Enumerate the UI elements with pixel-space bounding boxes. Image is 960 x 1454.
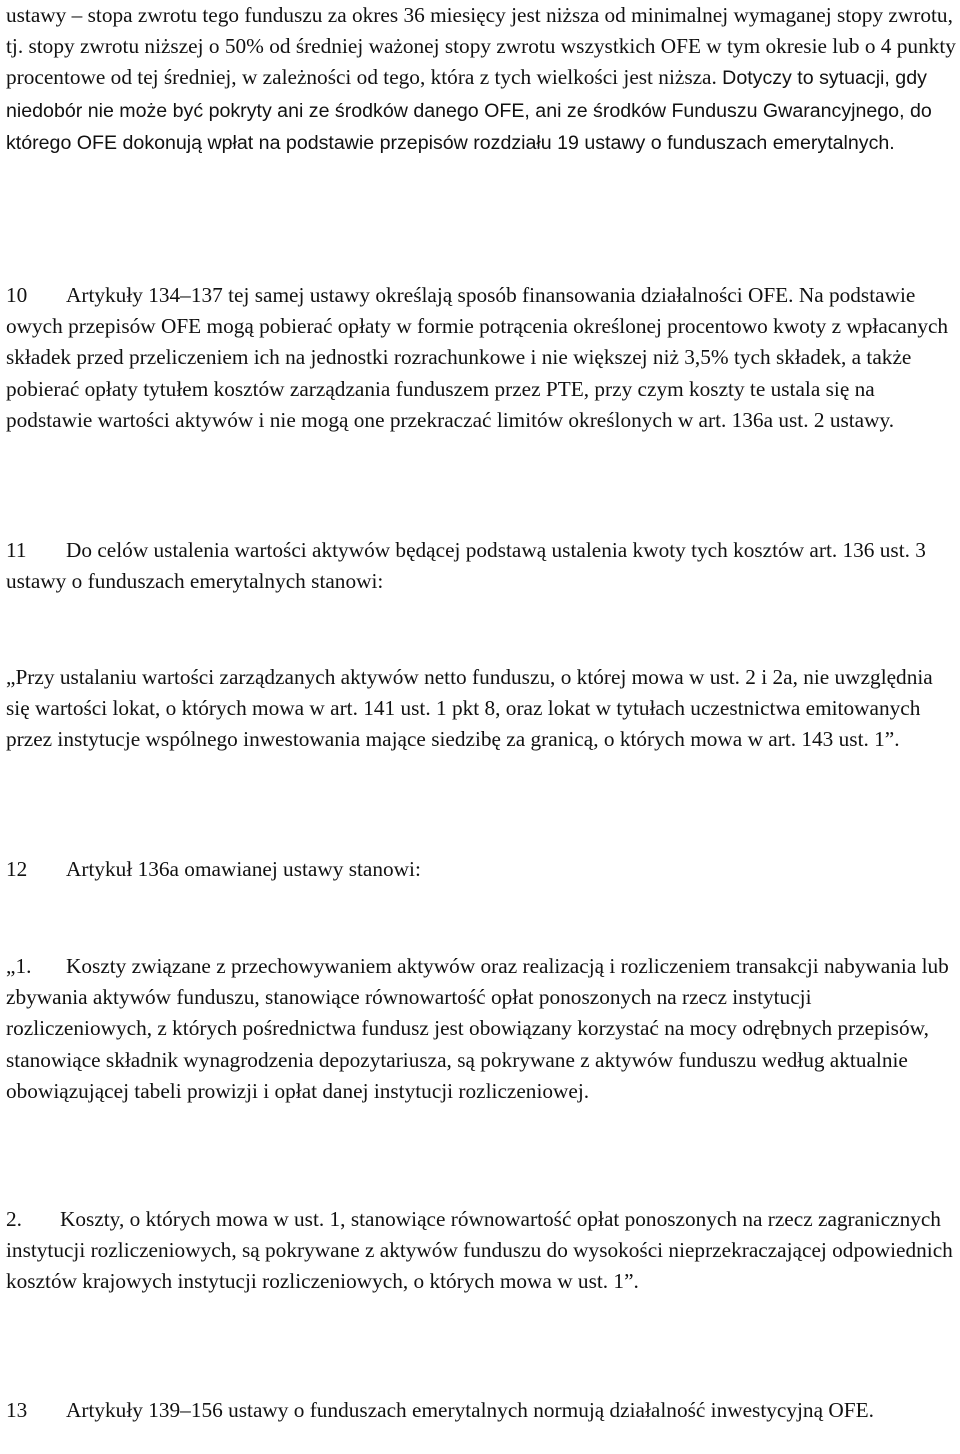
item-text: Koszty związane z przechowywaniem aktywów oraz realizacją i rozliczeniem transakcji nabywania lub zbywania aktywów funduszu, stanowiące równowartość opłat ponoszonych na rzecz instytucji rozliczeniowych, z których pośrednictwa fundusz jest obowiązany korzystać na mocy odrębnych przepisów, stanowiące składnik wynagrodzenia depozytariusza, są pokrywane z aktywów funduszu według aktualnie obowiązującej tabeli prowizji i opłat danej instytucji rozliczeniowej.	[6, 954, 949, 1103]
footnote-text: Artykuły 134–137 tej samej ustawy określają sposób finansowania działalności OFE. Na podstawie owych przepisów OFE mogą pobierać opłaty w formie potrącenia określonej procentowo kwoty z wpłacanych składek przed przeliczeniem ich na jednostki rozrachunkowe i nie większej niż 3,5% tych składek, a także pobierać opłaty tytułem kosztów zarządzania funduszem przez PTE, przy czym koszty te ustala się na podstawie wartości aktywów i nie mogą one przekraczać limitów określonych w art. 136a ust. 2 ustawy.	[6, 283, 949, 432]
footnote-9-part1: ustawy – stopa zwrotu tego funduszu za okres 36 miesięcy jest niższa od minimalnej wymaganej stopy zwrotu, tj. stopy zwrotu niższej o 50% od średniej ważonej stopy zwrotu wszystkich OFE w tym okresie lub o 4 punkty procentowe od tej średniej, w zależności od tego, która z tych wielkości jest niższa.	[6, 3, 956, 90]
footnote-12-item-2	[6, 1204, 960, 1298]
footnote-12-item-1	[6, 951, 960, 1107]
footnote-number: 12	[6, 857, 28, 881]
footnote-text: Artykuły 139–156 ustawy o funduszach emerytalnych normują działalność inwestycyjną OFE.	[66, 1398, 874, 1422]
footnote-13	[6, 1395, 960, 1426]
footnote-10	[6, 280, 960, 436]
footnote-number: 11	[6, 538, 27, 562]
footnote-12	[6, 854, 960, 885]
footnote-11	[6, 535, 960, 597]
footnote-11-quote: „Przy ustalaniu wartości zarządzanych aktywów netto funduszu, o której mowa w ust. 2 i 2a, nie uwzględnia się wartości lokat, o których mowa w art. 141 ust. 1 pkt 8, oraz lokat w tytułach uczestnictwa emitowanych przez instytucje wspólnego inwestowania mające siedzibę za granicą, o których mowa w art. 143 ust. 1”.	[6, 665, 933, 752]
footnote-number: 10	[6, 283, 28, 307]
footnote-number: 13	[6, 1398, 28, 1422]
item-number: 2.	[6, 1207, 22, 1231]
footnote-9-continuation	[6, 0, 960, 159]
footnote-9-part2: Dotyczy to sytuacji, gdy niedobór nie może być pokryty ani ze środków danego OFE, ani ze środków Funduszu Gwarancyjnego, do którego OFE dokonują wpłat na podstawie przepisów rozdziału 19 ustawy o funduszach emerytalnych.	[6, 67, 932, 154]
footnote-text: Do celów ustalenia wartości aktywów będącej podstawą ustalenia kwoty tych kosztów art. 136 ust. 3 ustawy o funduszach emerytalnych stanowi:	[6, 538, 926, 594]
item-number: „1.	[6, 954, 32, 978]
footnote-text: Artykuł 136a omawianej ustawy stanowi:	[66, 857, 421, 881]
item-text: Koszty, o których mowa w ust. 1, stanowiące równowartość opłat ponoszonych na rzecz zagranicznych instytucji rozliczeniowych, są pokrywane z aktywów funduszu do wysokości nieprzekraczającej odpowiednich kosztów krajowych instytucji rozliczeniowych, o których mowa w ust. 1”.	[6, 1207, 953, 1294]
